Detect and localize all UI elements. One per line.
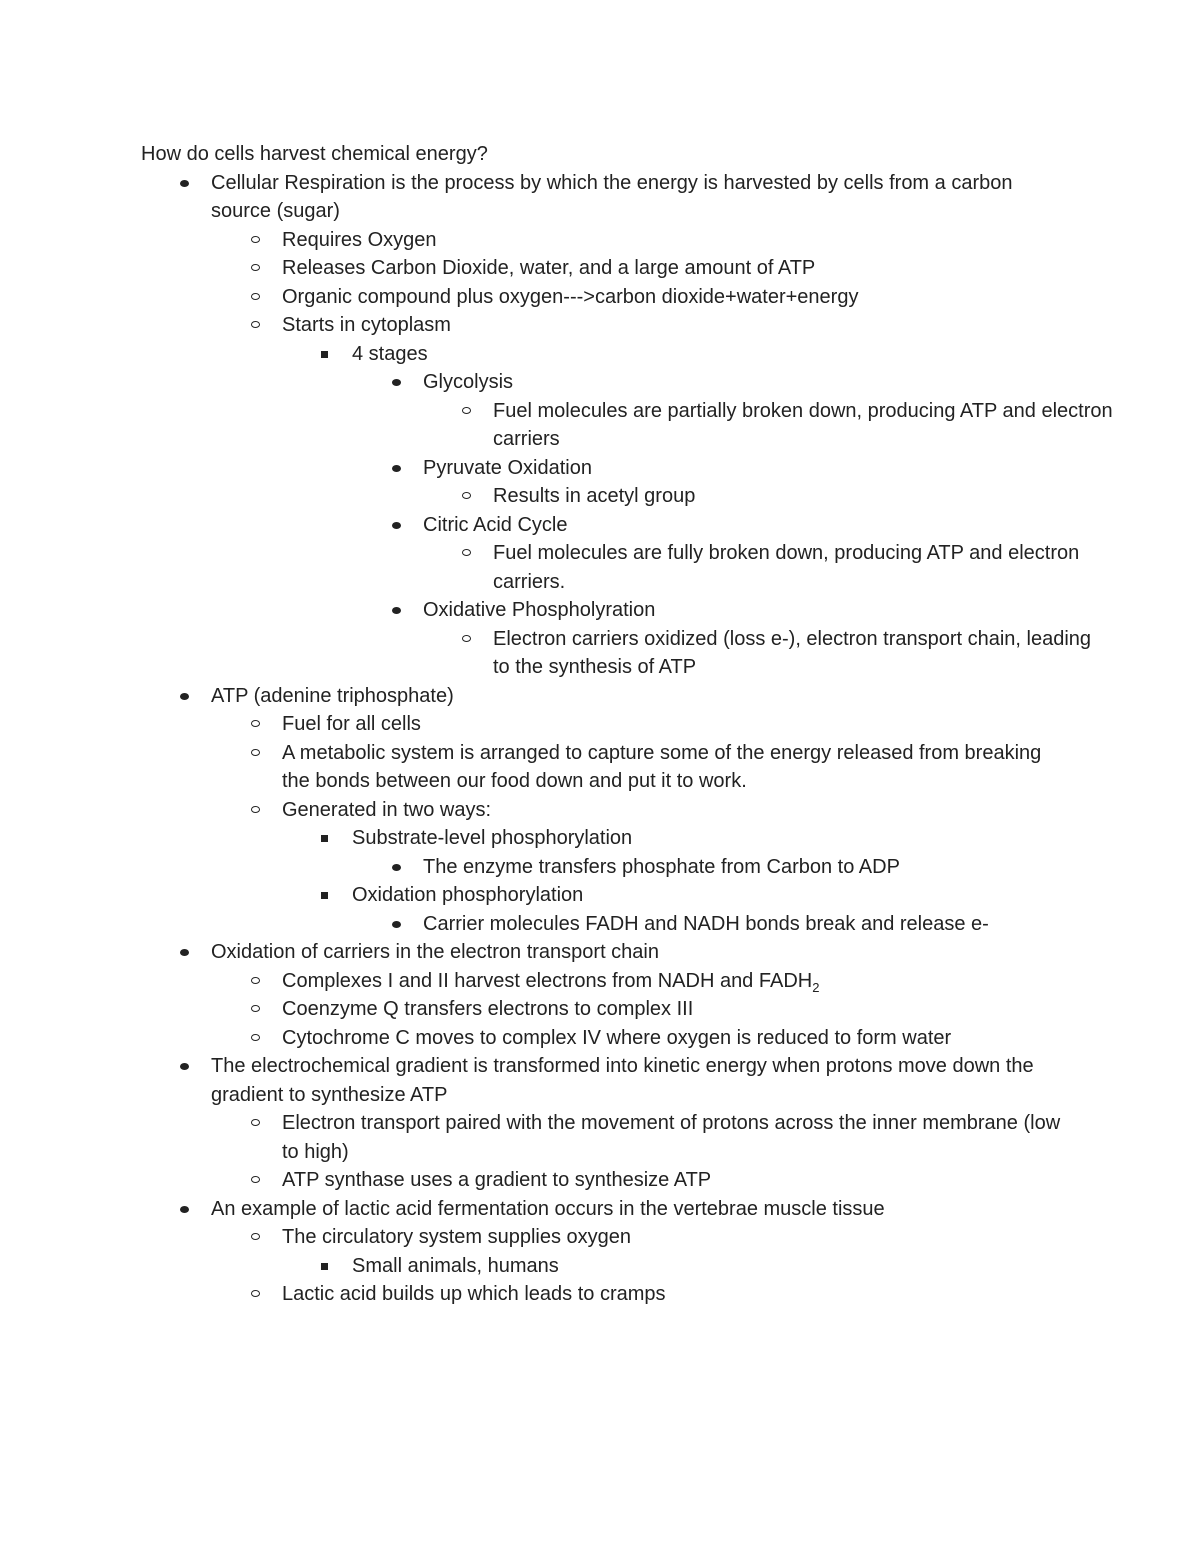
outline-item-label: Fuel molecules are fully broken down, producing ATP and electron carriers. [493, 542, 1080, 593]
outline-item-text [282, 1223, 1062, 1252]
hollow-bullet-icon [462, 407, 471, 414]
subscript: 2 [812, 979, 820, 995]
hollow-bullet-icon [251, 806, 260, 813]
outline-item-label: ATP (adenine triphosphate) [211, 684, 454, 707]
square-bullet-icon [321, 351, 328, 358]
outline-item-level-2 [212, 226, 1062, 255]
outline-item-text [282, 1280, 1062, 1309]
outline-item-label: ATP synthase uses a gradient to synthesize ATP [282, 1169, 712, 1191]
outline-item-label: A metabolic system is arranged to capture some of the energy released from breaking the bonds between our food down and put it to work. [282, 741, 1042, 792]
outline-item-label: Oxidation phosphorylation [352, 884, 584, 906]
filled-bullet-icon [392, 379, 401, 386]
outline-item-label: 4 stages [352, 342, 428, 365]
outline-item-level-2 [212, 1024, 1062, 1053]
hollow-bullet-icon [251, 1119, 260, 1126]
outline-item-text [282, 254, 1062, 283]
outline-item-text [282, 1109, 1062, 1166]
square-bullet-icon [321, 835, 328, 842]
outline-item-level-3 [282, 824, 1062, 853]
outline-item-text [211, 1052, 1061, 1109]
outline-item-text [282, 739, 1062, 796]
outline-item-level-5 [423, 397, 1113, 454]
outline-item-label: The circulatory system supplies oxygen [282, 1226, 632, 1248]
outline-item-text [352, 340, 1062, 369]
outline-item-level-4 [353, 853, 1063, 882]
outline-item-text [423, 511, 1063, 540]
outline-item-label: Cytochrome C moves to complex IV where oxygen is reduced to form water [282, 1026, 952, 1049]
hollow-bullet-icon [251, 720, 260, 727]
filled-bullet-icon [392, 522, 401, 529]
outline-item-label: The enzyme transfers phosphate from Carbon to ADP [423, 855, 900, 878]
filled-bullet-icon [180, 949, 189, 956]
outline-item-label: Fuel for all cells [282, 713, 421, 735]
outline-item-level-4 [353, 454, 1063, 483]
outline-item-level-2 [212, 254, 1062, 283]
outline-item-text [423, 853, 1063, 882]
outline-item-label: Results in acetyl group [493, 485, 696, 507]
outline-item-level-2 [212, 967, 1062, 996]
outline-item-text [493, 625, 1113, 682]
outline-item-text [211, 1195, 1061, 1224]
outline-item-label: Pyruvate Oxidation [423, 456, 592, 479]
outline-item-label: Lactic acid builds up which leads to cramps [282, 1283, 666, 1305]
outline-item-text [282, 283, 1062, 312]
outline-item-level-2 [212, 311, 1062, 340]
outline-item-text [282, 995, 1062, 1024]
hollow-bullet-icon [462, 549, 471, 556]
outline-item-label: Small animals, humans [352, 1254, 559, 1277]
outline-item-level-4 [353, 596, 1063, 625]
square-bullet-icon [321, 892, 328, 899]
outline-item-text [282, 311, 1062, 340]
outline-item-level-2 [212, 995, 1062, 1024]
outline-item-label: Complexes I and II harvest electrons from NADH and FADH [282, 969, 813, 992]
outline-item-level-4 [353, 368, 1063, 397]
outline-item-text [282, 967, 1062, 996]
outline-item-level-2 [212, 710, 1062, 739]
hollow-bullet-icon [251, 321, 260, 328]
outline-item-level-2 [212, 1280, 1062, 1309]
outline-item-text [493, 482, 1113, 511]
filled-bullet-icon [392, 465, 401, 472]
outline-item-level-1 [141, 938, 1061, 967]
hollow-bullet-icon [251, 1176, 260, 1183]
outline-item-level-2 [212, 739, 1062, 796]
outline-item-level-3 [282, 1252, 1062, 1281]
outline-item-level-2 [212, 1166, 1062, 1195]
hollow-bullet-icon [251, 264, 260, 271]
outline-item-level-2 [212, 796, 1062, 825]
outline-item-label: Oxidation of carriers in the electron transport chain [211, 941, 659, 963]
outline-item-level-1 [141, 1195, 1061, 1224]
outline-item-label: Substrate-level phosphorylation [352, 827, 633, 849]
outline-item-label: Organic compound plus oxygen--->carbon dioxide+water+energy [282, 285, 859, 308]
outline-item-label: Electron carriers oxidized (loss e-), electron transport chain, leading to the synthesis of ATP [493, 627, 1092, 678]
outline-item-text [282, 710, 1062, 739]
outline-item-label: Coenzyme Q transfers electrons to complex III [282, 998, 694, 1020]
outline-item-label: Starts in cytoplasm [282, 314, 451, 336]
outline-item-level-3 [282, 340, 1062, 369]
outline-item-text [493, 397, 1113, 454]
outline-item-label: An example of lactic acid fermentation occurs in the vertebrae muscle tissue [211, 1197, 885, 1220]
hollow-bullet-icon [462, 492, 471, 499]
hollow-bullet-icon [251, 236, 260, 243]
square-bullet-icon [321, 1263, 328, 1270]
filled-bullet-icon [392, 607, 401, 614]
outline-item-text [352, 824, 1062, 853]
outline-item-label: Cellular Respiration is the process by which the energy is harvested by cells from a carbon source (sugar) [211, 171, 1013, 222]
filled-bullet-icon [180, 180, 189, 187]
outline-item-text [282, 796, 1062, 825]
outline-item-level-1 [141, 169, 1061, 226]
outline-item-label: Carrier molecules FADH and NADH bonds break and release e- [423, 912, 989, 935]
hollow-bullet-icon [251, 293, 260, 300]
outline-item-text [211, 938, 1061, 967]
hollow-bullet-icon [462, 635, 471, 642]
outline-item-level-4 [353, 910, 1063, 939]
hollow-bullet-icon [251, 1233, 260, 1240]
hollow-bullet-icon [251, 1290, 260, 1297]
outline-item-level-2 [212, 1223, 1062, 1252]
document-heading: How do cells harvest chemical energy? [141, 143, 488, 165]
outline-item-text [352, 881, 1062, 910]
outline-item-text [211, 682, 1061, 711]
outline-item-label: Releases Carbon Dioxide, water, and a large amount of ATP [282, 257, 816, 279]
outline-item-text [423, 454, 1063, 483]
outline-item-text [352, 1252, 1062, 1281]
outline-item-text [423, 910, 1063, 939]
outline-item-label: Requires Oxygen [282, 228, 437, 251]
outline-item-label: Citric Acid Cycle [423, 513, 568, 536]
filled-bullet-icon [180, 1206, 189, 1213]
outline-item-label: Glycolysis [423, 371, 514, 393]
document-body [141, 140, 1113, 1309]
hollow-bullet-icon [251, 977, 260, 984]
outline-item-level-5 [423, 539, 1113, 596]
outline-item-label: Oxidative Phospholyration [423, 599, 656, 621]
outline-item-text [423, 596, 1063, 625]
outline-item-label: Fuel molecules are partially broken down, producing ATP and electron carriers [493, 399, 1113, 450]
hollow-bullet-icon [251, 1005, 260, 1012]
outline-item-level-1 [141, 682, 1061, 711]
outline-item-text [282, 1166, 1062, 1195]
outline-item-level-5 [423, 625, 1113, 682]
outline-item-level-2 [212, 1109, 1062, 1166]
filled-bullet-icon [180, 693, 189, 700]
outline-item-level-2 [212, 283, 1062, 312]
filled-bullet-icon [392, 864, 401, 871]
outline-item-level-1 [141, 1052, 1061, 1109]
outline-item-text [493, 539, 1113, 596]
filled-bullet-icon [180, 1063, 189, 1070]
outline-item-text [423, 368, 1063, 397]
outline-item-label: Electron transport paired with the movement of protons across the inner membrane (low to high) [282, 1112, 1061, 1163]
outline-item-label: Generated in two ways: [282, 798, 491, 821]
outline-item-level-4 [353, 511, 1063, 540]
hollow-bullet-icon [251, 749, 260, 756]
hollow-bullet-icon [251, 1034, 260, 1041]
outline-item-level-5 [423, 482, 1113, 511]
outline-list [141, 169, 1113, 1309]
outline-item-text [282, 226, 1062, 255]
outline-item-text [282, 1024, 1062, 1053]
outline-item-level-3 [282, 881, 1062, 910]
filled-bullet-icon [392, 921, 401, 928]
outline-item-label: The electrochemical gradient is transformed into kinetic energy when protons move down the gradient to synthesize ATP [211, 1055, 1034, 1106]
outline-item-text [211, 169, 1061, 226]
